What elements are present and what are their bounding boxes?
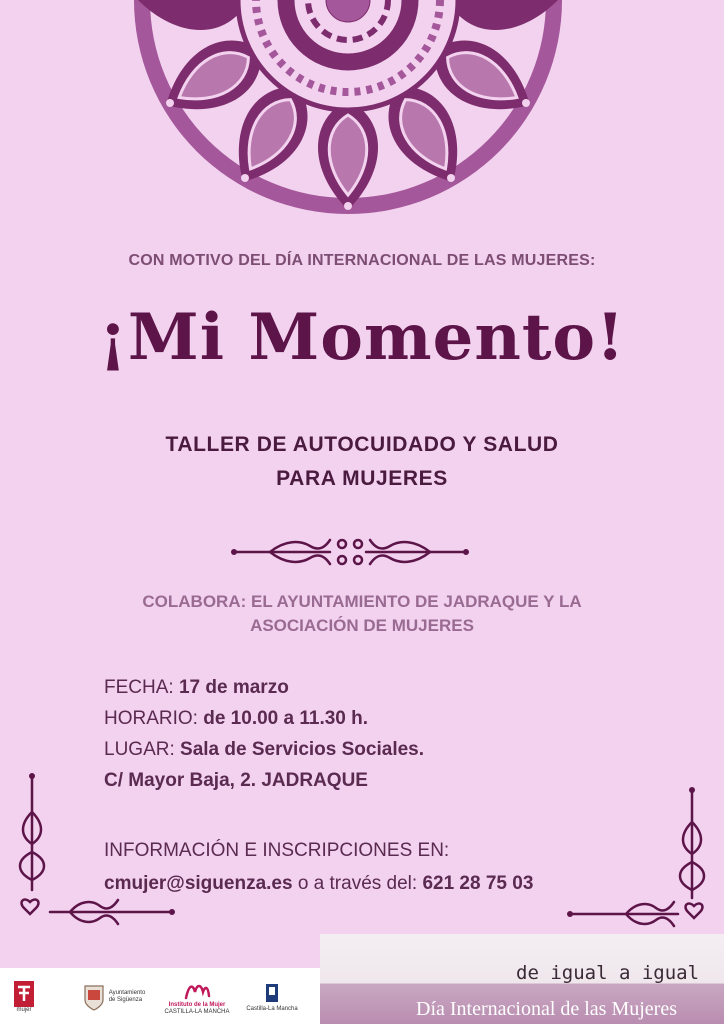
castilla-la-mancha-text: Castilla-La Mancha [246, 1005, 298, 1012]
date-value: 17 de marzo [178, 677, 289, 698]
collab-line-1: COLABORA: EL AYUNTAMIENTO DE JADRAQUE Y LA [142, 592, 582, 611]
contact-phone[interactable]: 621 28 75 03 [422, 873, 534, 894]
ayuntamiento-shield-icon [83, 982, 105, 1012]
sponsor-logos [0, 968, 320, 1024]
subtitle-line-1: TALLER DE AUTOCUIDADO Y SALUD [165, 433, 559, 456]
instituto-mujer-logo [160, 974, 234, 1020]
centro-mujer-logo [6, 974, 42, 1020]
date-row [104, 672, 424, 703]
time-label: HORARIO: [104, 708, 198, 729]
castilla-la-mancha-logo [240, 974, 304, 1020]
ayuntamiento-line-1: Ayuntamiento [108, 990, 146, 996]
place-row [104, 734, 424, 765]
info-heading: INFORMACIÓN E INSCRIPCIONES EN: [104, 840, 450, 861]
instituto-line-2: CASTILLA-LA MANCHA [164, 1009, 230, 1015]
ornament-left-corner [10, 772, 180, 940]
ayuntamiento-logo [74, 974, 154, 1020]
castilla-la-mancha-icon [264, 982, 280, 1006]
time-value: de 10.00 a 11.30 h. [203, 708, 369, 729]
collab-line-2: ASOCIACIÓN DE MUJERES [250, 616, 474, 635]
subtitle-line-2: PARA MUJERES [276, 467, 448, 490]
mandala-decoration [112, 0, 584, 218]
event-subtitle [0, 428, 724, 496]
intro-text: CON MOTIVO DEL DÍA INTERNACIONAL DE LAS MUJERES: [128, 252, 596, 269]
place-value: Sala de Servicios Sociales. [180, 739, 425, 760]
instituto-line-1: Instituto de la Mujer [168, 1002, 226, 1008]
contact-email[interactable]: cmujer@siguenza.es [104, 873, 293, 894]
address-value: C/ Mayor Baja, 2. JADRAQUE [104, 770, 368, 791]
ayuntamiento-line-2: de Sigüenza [108, 997, 143, 1003]
ornament-divider [230, 532, 470, 572]
centro-mujer-text: mujer [16, 1006, 32, 1013]
instituto-mujer-icon [183, 978, 211, 1002]
collaborators [60, 590, 664, 638]
banner-top-text: de igual a igual [516, 962, 700, 984]
time-row [104, 703, 424, 734]
ornament-right-corner [566, 786, 716, 936]
igualdad-banner [320, 934, 724, 1024]
event-title: ¡Mi Momento! [98, 300, 626, 375]
banner-bottom-text: Día Internacional de las Mujeres [416, 998, 678, 1020]
contact-middle: o a través del: [297, 873, 418, 894]
centro-mujer-icon [14, 981, 34, 1007]
date-label: FECHA: [104, 677, 174, 698]
place-label: LUGAR: [104, 739, 175, 760]
